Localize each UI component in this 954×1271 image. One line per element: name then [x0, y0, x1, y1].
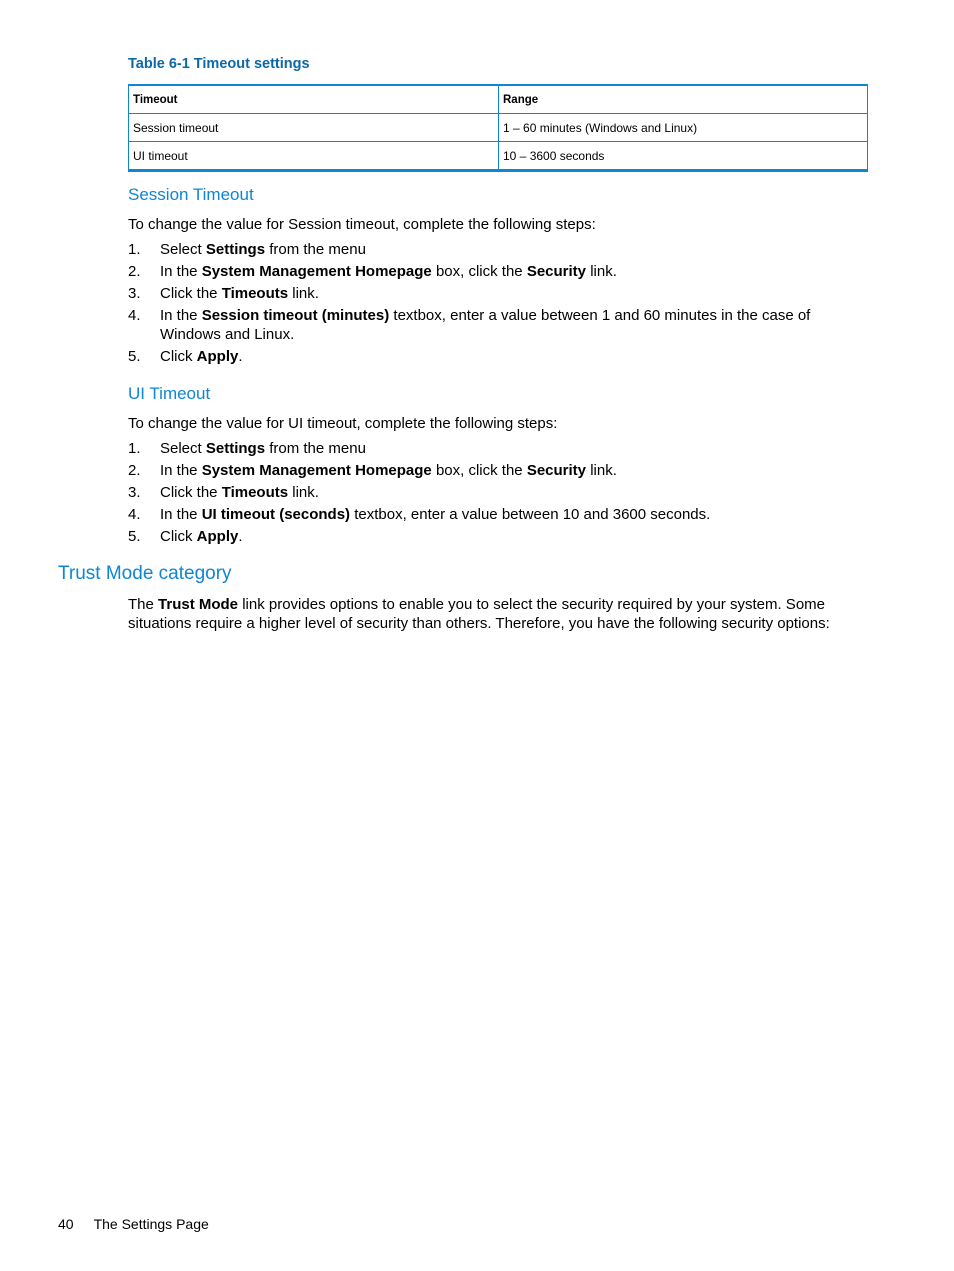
- list-item: 2. In the System Management Homepage box, click the Security link.: [128, 462, 617, 479]
- list-item: 1. Select Settings from the menu: [128, 241, 366, 258]
- list-item: 5. Click Apply.: [128, 348, 243, 365]
- session-timeout-steps: [128, 240, 868, 366]
- table-header-row: [129, 85, 868, 114]
- ui-timeout-intro: To change the value for UI timeout, complete the following steps:: [128, 415, 558, 432]
- list-item: 2. In the System Management Homepage box, click the Security link.: [128, 263, 617, 280]
- page-number: 40: [58, 1216, 74, 1232]
- list-item: 1. Select Settings from the menu: [128, 440, 366, 457]
- session-timeout-intro: To change the value for Session timeout, complete the following steps:: [128, 216, 596, 233]
- table-cell: 10 – 3600 seconds: [499, 142, 868, 171]
- ui-timeout-heading: UI Timeout: [128, 384, 211, 403]
- table-cell: Session timeout: [129, 114, 499, 142]
- list-item: 4. In the UI timeout (seconds) textbox, enter a value between 10 and 3600 seconds.: [128, 506, 711, 523]
- list-item: 5. Click Apply.: [128, 528, 243, 545]
- list-item: 3. Click the Timeouts link.: [128, 285, 319, 302]
- ui-timeout-steps: [128, 439, 868, 546]
- page-footer: [58, 1216, 209, 1232]
- list-item: 4. In the Session timeout (minutes) textbox, enter a value between 1 and 60 minutes in the case of Windows and Linux.: [128, 307, 811, 343]
- table-row: [129, 114, 868, 142]
- table-caption: Table 6-1 Timeout settings: [128, 56, 310, 72]
- footer-title: The Settings Page: [93, 1216, 209, 1232]
- table-cell: UI timeout: [129, 142, 499, 171]
- trust-mode-heading: Trust Mode category: [58, 563, 232, 584]
- table-cell: 1 – 60 minutes (Windows and Linux): [499, 114, 868, 142]
- session-timeout-heading: Session Timeout: [128, 185, 254, 204]
- column-header-range: Range: [499, 85, 868, 114]
- table-row: [129, 142, 868, 171]
- list-item: 3. Click the Timeouts link.: [128, 484, 319, 501]
- trust-mode-paragraph: The Trust Mode link provides options to enable you to select the security required by your system. Some situations require a higher level of security than others. Therefore, you have the following security options:: [128, 596, 830, 632]
- timeout-settings-table: [128, 84, 868, 172]
- column-header-timeout: Timeout: [129, 85, 499, 114]
